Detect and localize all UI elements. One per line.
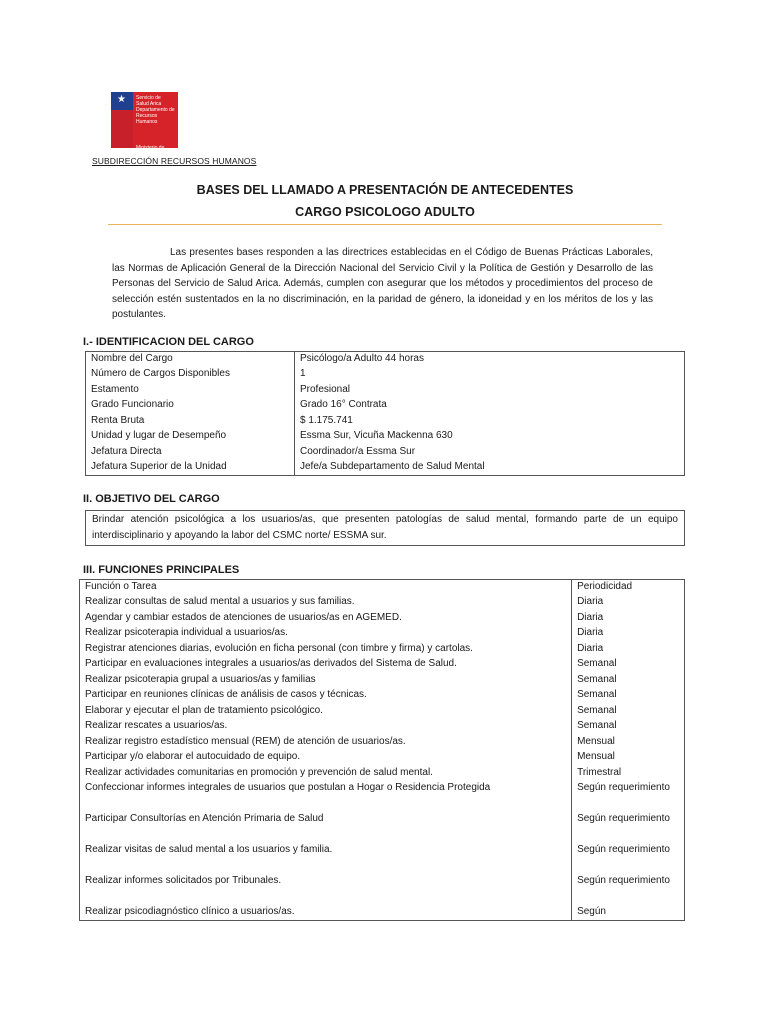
task-cell: Realizar psicoterapia grupal a usuarios/as y familias xyxy=(80,673,572,689)
subdirection-label: SUBDIRECCIÓN RECURSOS HUMANOS xyxy=(92,156,257,166)
header-period: Periodicidad xyxy=(572,580,685,596)
table-row xyxy=(86,398,685,414)
period-cell: Mensual xyxy=(572,735,685,751)
row-value: Jefe/a Subdepartamento de Salud Mental xyxy=(295,460,685,476)
task-cell: Realizar psicoterapia individual a usuarios/as. xyxy=(80,626,572,642)
table-row xyxy=(80,843,685,874)
table-header-row xyxy=(80,580,685,596)
document-title: BASES DEL LLAMADO A PRESENTACIÓN DE ANTECEDENTES xyxy=(196,183,574,197)
functions-table xyxy=(79,579,685,921)
logo-line-3: Departamento de xyxy=(136,107,175,113)
row-value: Coordinador/a Essma Sur xyxy=(295,445,685,461)
task-cell: Elaborar y ejecutar el plan de tratamiento psicológico. xyxy=(80,704,572,720)
row-value: Psicólogo/a Adulto 44 horas xyxy=(295,352,685,368)
table-row xyxy=(86,429,685,445)
section-objective-title: II. OBJETIVO DEL CARGO xyxy=(83,493,220,505)
table-row xyxy=(80,595,685,611)
row-value: Profesional xyxy=(295,383,685,399)
table-row xyxy=(80,874,685,905)
period-cell: Mensual xyxy=(572,750,685,766)
row-value: Essma Sur, Vicuña Mackenna 630 xyxy=(295,429,685,445)
table-row xyxy=(86,352,685,368)
task-cell: Realizar visitas de salud mental a los usuarios y familia. xyxy=(80,843,572,874)
task-cell: Participar y/o elaborar el autocuidado de equipo. xyxy=(80,750,572,766)
star-icon: ★ xyxy=(117,94,126,105)
row-label: Unidad y lugar de Desempeño xyxy=(86,429,295,445)
header-task: Función o Tarea xyxy=(80,580,572,596)
period-cell: Diaria xyxy=(572,595,685,611)
logo-text-block xyxy=(133,92,178,157)
intro-paragraph: Las presentes bases responden a las directrices establecidas en el Código de Buenas Prácticas Laborales, las Normas de Aplicación General de la Dirección Nacional del Servicio Civil y la Política de Gestión y Desarrollo de las Personas del Servicio de Salud Arica. Además, cumplen con asegurar que los métodos y procedimientos del proceso de selección estén sustentados en la no discriminación, en la paridad de género, la idoneidad y en los méritos de los y las postulantes. xyxy=(112,247,653,320)
table-row xyxy=(80,657,685,673)
table-row xyxy=(80,642,685,658)
task-cell: Participar Consultorías en Atención Primaria de Salud xyxy=(80,812,572,843)
table-row xyxy=(80,611,685,627)
row-label: Nombre del Cargo xyxy=(86,352,295,368)
task-cell: Registrar atenciones diarias, evolución en ficha personal (con timbre y firma) y cartolas. xyxy=(80,642,572,658)
table-row xyxy=(80,626,685,642)
period-cell: Según requerimiento xyxy=(572,874,685,905)
table-row xyxy=(86,445,685,461)
logo-flag xyxy=(111,92,133,148)
table-row xyxy=(80,735,685,751)
identification-table xyxy=(85,351,685,476)
period-cell: Diaria xyxy=(572,611,685,627)
table-row xyxy=(80,750,685,766)
logo-line-6: Salud xyxy=(136,151,149,157)
table-row xyxy=(80,688,685,704)
institution-logo xyxy=(111,92,178,157)
table-row xyxy=(80,704,685,720)
row-value: Grado 16° Contrata xyxy=(295,398,685,414)
period-cell: Semanal xyxy=(572,673,685,689)
table-row xyxy=(86,460,685,476)
period-cell: Semanal xyxy=(572,704,685,720)
table-row xyxy=(86,414,685,430)
row-label: Número de Cargos Disponibles xyxy=(86,367,295,383)
table-row xyxy=(80,673,685,689)
period-cell: Semanal xyxy=(572,719,685,735)
logo-line-4: Recursos Humanos xyxy=(136,113,158,125)
task-cell: Realizar registro estadístico mensual (REM) de atención de usuarios/as. xyxy=(80,735,572,751)
period-cell: Según requerimiento xyxy=(572,781,685,812)
objective-text: Brindar atención psicológica a los usuarios/as, que presenten patologías de salud mental, formando parte de un equipo interdisciplinario y apoyando la labor del CSMC norte/ ESSMA sur. xyxy=(85,510,685,546)
row-label: Jefatura Directa xyxy=(86,445,295,461)
table-row xyxy=(80,781,685,812)
row-label: Estamento xyxy=(86,383,295,399)
task-cell: Participar en evaluaciones integrales a usuarios/as derivados del Sistema de Salud. xyxy=(80,657,572,673)
table-row xyxy=(80,719,685,735)
task-cell: Realizar actividades comunitarias en promoción y prevención de salud mental. xyxy=(80,766,572,782)
task-cell: Realizar consultas de salud mental a usuarios y sus familias. xyxy=(80,595,572,611)
logo-line-5: Ministerio de xyxy=(136,145,165,151)
period-cell: Semanal xyxy=(572,657,685,673)
title-divider xyxy=(108,224,662,225)
row-value: $ 1.175.741 xyxy=(295,414,685,430)
task-cell: Realizar rescates a usuarios/as. xyxy=(80,719,572,735)
row-value: 1 xyxy=(295,367,685,383)
row-label: Jefatura Superior de la Unidad xyxy=(86,460,295,476)
row-label: Renta Bruta xyxy=(86,414,295,430)
logo-line-2: Salud Arica xyxy=(136,101,162,107)
period-cell: Trimestral xyxy=(572,766,685,782)
period-cell: Según requerimiento xyxy=(572,812,685,843)
table-row xyxy=(80,905,685,921)
period-cell: Diaria xyxy=(572,626,685,642)
task-cell: Confeccionar informes integrales de usuarios que postulan a Hogar o Residencia Protegida xyxy=(80,781,572,812)
task-cell: Agendar y cambiar estados de atenciones de usuarios/as en AGEMED. xyxy=(80,611,572,627)
task-cell: Realizar psicodiagnóstico clínico a usuarios/as. xyxy=(80,905,572,921)
section-identification-title: I.- IDENTIFICACION DEL CARGO xyxy=(83,336,254,348)
task-cell: Realizar informes solicitados por Tribunales. xyxy=(80,874,572,905)
row-label: Grado Funcionario xyxy=(86,398,295,414)
period-cell: Diaria xyxy=(572,642,685,658)
task-cell: Participar en reuniones clínicas de análisis de casos y técnicas. xyxy=(80,688,572,704)
period-cell: Según xyxy=(572,905,685,921)
period-cell: Según requerimiento xyxy=(572,843,685,874)
section-functions-title: III. FUNCIONES PRINCIPALES xyxy=(83,564,240,576)
document-subtitle: CARGO PSICOLOGO ADULTO xyxy=(295,205,475,219)
table-row xyxy=(80,766,685,782)
table-row xyxy=(80,812,685,843)
table-row xyxy=(86,367,685,383)
table-row xyxy=(86,383,685,399)
logo-line-1: Servicio de xyxy=(136,95,161,101)
period-cell: Semanal xyxy=(572,688,685,704)
